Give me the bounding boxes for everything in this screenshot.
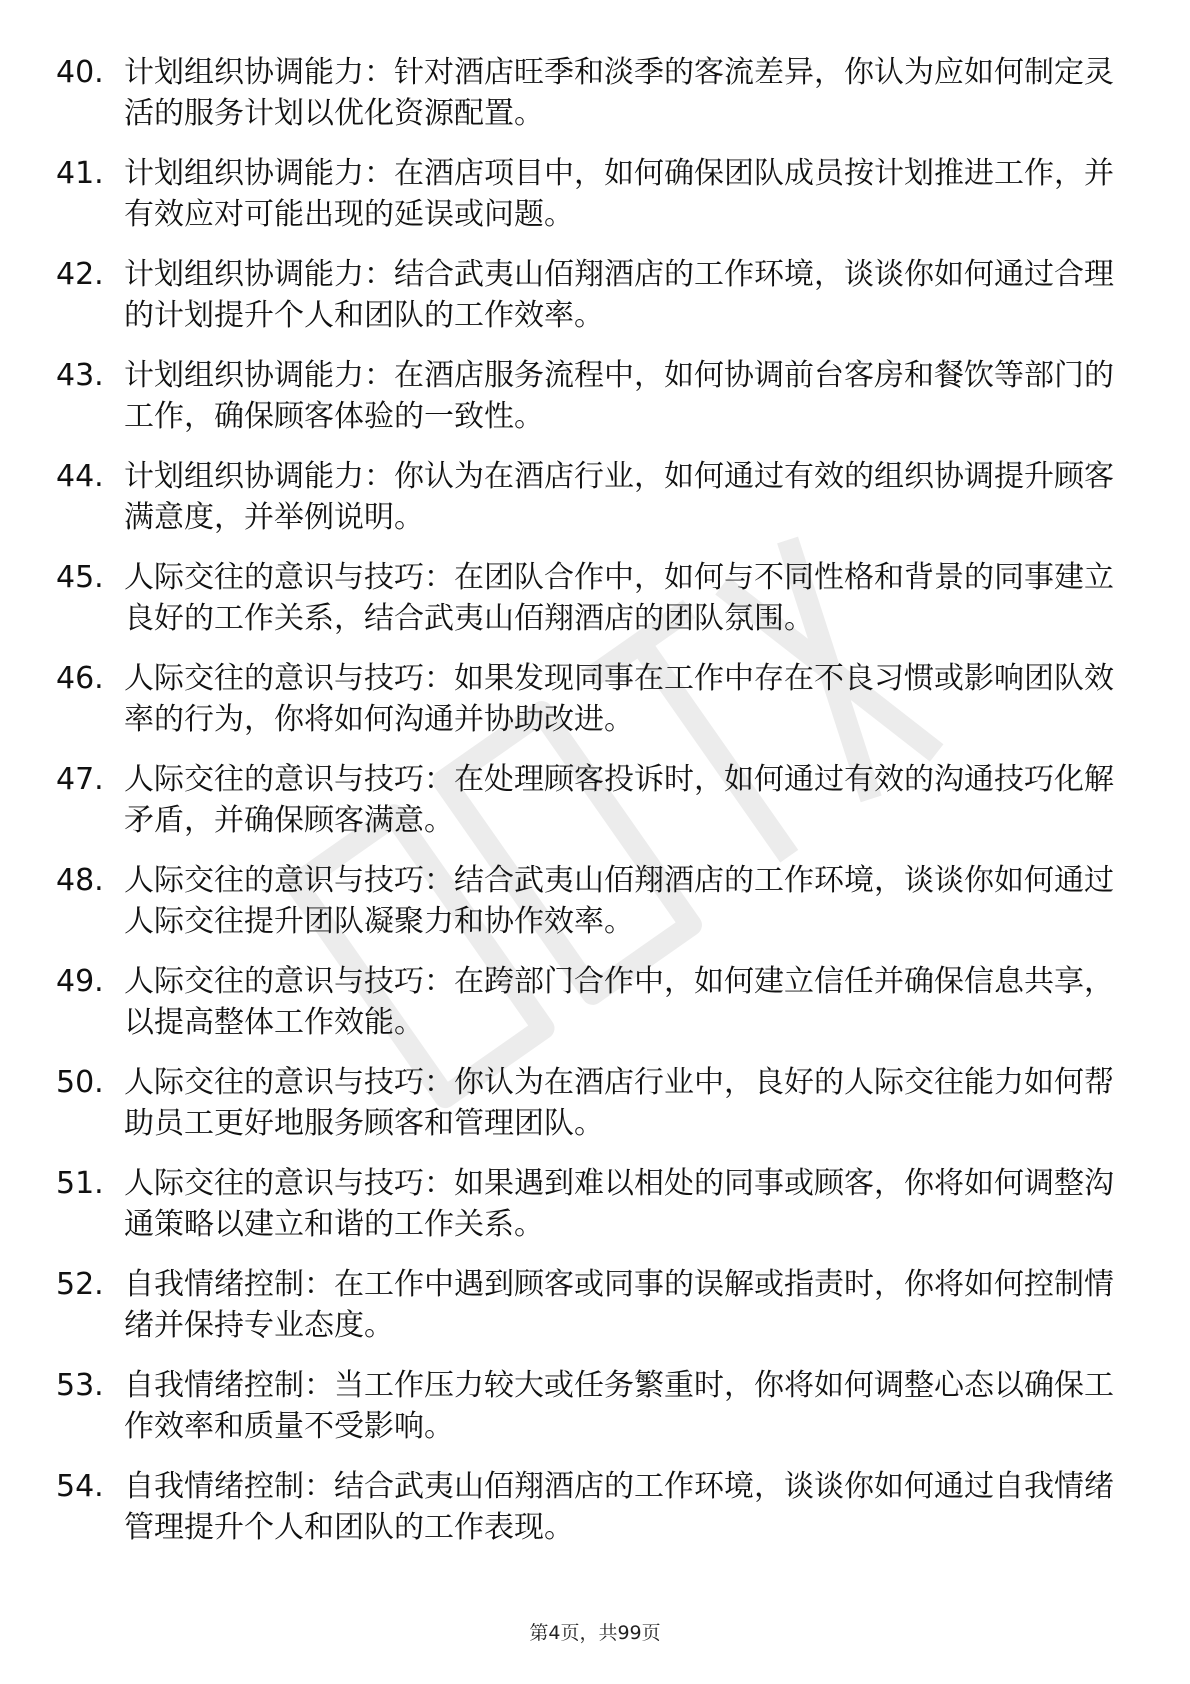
question-item	[56, 658, 1126, 759]
question-number: 43.	[56, 358, 104, 393]
question-text: 计划组织协调能力：在酒店服务流程中，如何协调前台客房和餐饮等部门的工作，确保顾客体验的一致性。	[124, 358, 1114, 434]
question-item	[56, 759, 1126, 860]
question-number: 40.	[56, 55, 104, 90]
question-item	[56, 1062, 1126, 1163]
question-item	[56, 1365, 1126, 1466]
question-item	[56, 456, 1126, 557]
question-item	[56, 1264, 1126, 1365]
question-text: 人际交往的意识与技巧：在团队合作中，如何与不同性格和背景的同事建立良好的工作关系，结合武夷山佰翔酒店的团队氛围。	[124, 560, 1114, 636]
page-footer: 第4页，共99页	[529, 1622, 661, 1644]
question-item	[56, 254, 1126, 355]
question-number: 42.	[56, 257, 104, 292]
question-number: 52.	[56, 1267, 104, 1302]
question-text: 计划组织协调能力：结合武夷山佰翔酒店的工作环境，谈谈你如何通过合理的计划提升个人和团队的工作效率。	[124, 257, 1114, 333]
question-text: 自我情绪控制：在工作中遇到顾客或同事的误解或指责时，你将如何控制情绪并保持专业态度。	[124, 1267, 1114, 1343]
question-number: 45.	[56, 560, 104, 595]
question-item	[56, 860, 1126, 961]
question-item	[56, 961, 1126, 1062]
question-list	[56, 52, 1126, 1567]
question-text: 人际交往的意识与技巧：你认为在酒店行业中，良好的人际交往能力如何帮助员工更好地服务顾客和管理团队。	[124, 1065, 1114, 1141]
question-item	[56, 557, 1126, 658]
question-item	[56, 355, 1126, 456]
question-text: 人际交往的意识与技巧：结合武夷山佰翔酒店的工作环境，谈谈你如何通过人际交往提升团队凝聚力和协作效率。	[124, 863, 1114, 939]
question-number: 44.	[56, 459, 104, 494]
question-text: 计划组织协调能力：针对酒店旺季和淡季的客流差异，你认为应如何制定灵活的服务计划以优化资源配置。	[124, 55, 1114, 131]
question-text: 人际交往的意识与技巧：在处理顾客投诉时，如何通过有效的沟通技巧化解矛盾，并确保顾客满意。	[124, 762, 1114, 838]
question-item	[56, 1163, 1126, 1264]
question-item	[56, 52, 1126, 153]
question-number: 49.	[56, 964, 104, 999]
question-text: 自我情绪控制：当工作压力较大或任务繁重时，你将如何调整心态以确保工作效率和质量不受影响。	[124, 1368, 1114, 1444]
question-number: 47.	[56, 762, 104, 797]
question-number: 54.	[56, 1469, 104, 1504]
question-number: 53.	[56, 1368, 104, 1403]
question-number: 51.	[56, 1166, 104, 1201]
question-number: 46.	[56, 661, 104, 696]
question-number: 41.	[56, 156, 104, 191]
question-number: 50.	[56, 1065, 104, 1100]
question-item	[56, 153, 1126, 254]
question-text: 自我情绪控制：结合武夷山佰翔酒店的工作环境，谈谈你如何通过自我情绪管理提升个人和团队的工作表现。	[124, 1469, 1114, 1545]
question-item	[56, 1466, 1126, 1567]
question-text: 人际交往的意识与技巧：在跨部门合作中，如何建立信任并确保信息共享，以提高整体工作效能。	[124, 964, 1114, 1040]
question-text: 人际交往的意识与技巧：如果遇到难以相处的同事或顾客，你将如何调整沟通策略以建立和谐的工作关系。	[124, 1166, 1114, 1242]
question-text: 计划组织协调能力：你认为在酒店行业，如何通过有效的组织协调提升顾客满意度，并举例说明。	[124, 459, 1114, 535]
question-text: 人际交往的意识与技巧：如果发现同事在工作中存在不良习惯或影响团队效率的行为，你将如何沟通并协助改进。	[124, 661, 1114, 737]
question-number: 48.	[56, 863, 104, 898]
question-text: 计划组织协调能力：在酒店项目中，如何确保团队成员按计划推进工作，并有效应对可能出现的延误或问题。	[124, 156, 1114, 232]
